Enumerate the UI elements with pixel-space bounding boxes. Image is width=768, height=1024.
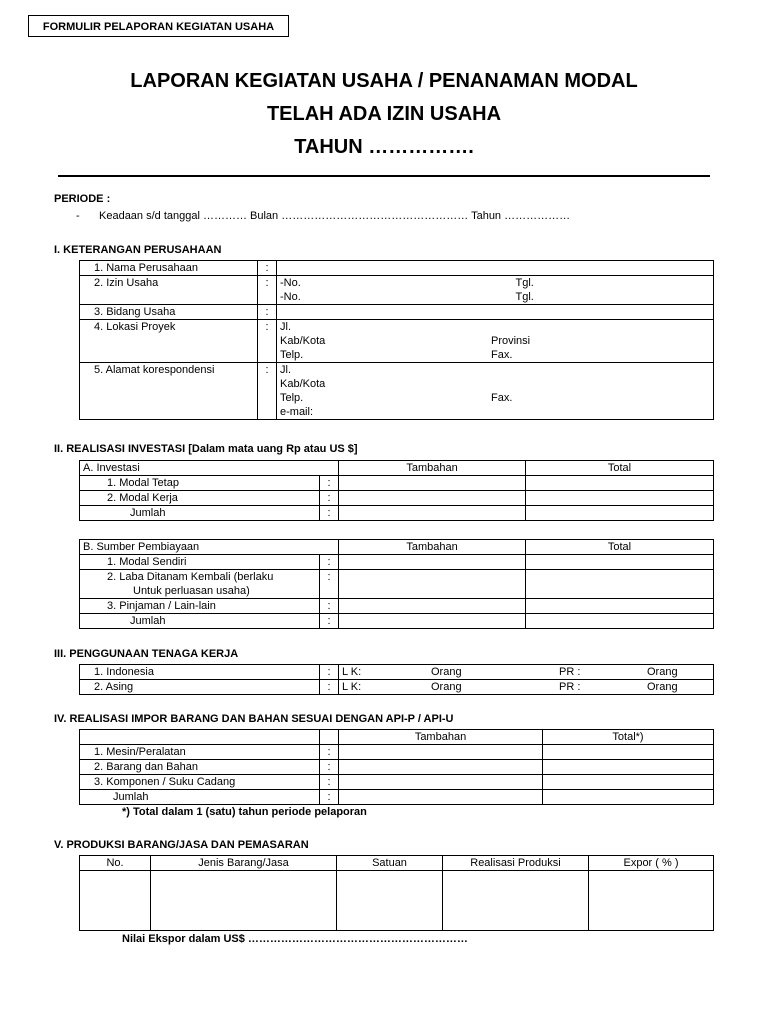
field-label: Fax. xyxy=(491,392,513,404)
title-line-2: TELAH ADA IZIN USAHA xyxy=(266,103,502,125)
value-cell[interactable] xyxy=(277,261,714,276)
colon: : xyxy=(320,491,339,506)
section4-heading: IV. REALISASI IMPOR BARANG DAN BAHAN SESUAI DENGAN API-P / API-U xyxy=(54,713,454,725)
table-row xyxy=(80,555,714,570)
field-label: Telp. xyxy=(280,349,304,361)
colon: : xyxy=(320,599,339,614)
row-label: Jumlah xyxy=(80,614,320,629)
table-row xyxy=(80,614,714,629)
col-header: Jenis Barang/Jasa xyxy=(151,856,337,871)
row-label: 4. Lokasi Proyek xyxy=(80,320,258,363)
section5-heading: V. PRODUKSI BARANG/JASA DAN PEMASARAN xyxy=(54,839,309,851)
value-cell[interactable] xyxy=(526,555,714,570)
impor-note: *) Total dalam 1 (satu) tahun periode pelaporan xyxy=(122,806,367,818)
row-label: 2. Barang dan Bahan xyxy=(80,760,320,775)
col-header: A. Investasi xyxy=(80,461,339,476)
pr-label: PR : xyxy=(559,681,581,693)
value-cell[interactable] xyxy=(277,276,714,305)
periode-dash: - xyxy=(76,210,80,222)
row-label-line: 2. Laba Ditanam Kembali (berlaku xyxy=(107,571,274,583)
row-label: Jumlah xyxy=(80,790,320,805)
value-cell[interactable] xyxy=(526,506,714,521)
value-cell[interactable] xyxy=(339,476,526,491)
value-cell[interactable] xyxy=(543,745,714,760)
colon: : xyxy=(258,261,277,276)
field-label: Jl. xyxy=(280,364,291,376)
value-cell[interactable] xyxy=(526,476,714,491)
value-cell[interactable] xyxy=(339,745,543,760)
table-row xyxy=(80,305,714,320)
col-header: No. xyxy=(80,856,151,871)
row-label-line: Untuk perluasan usaha) xyxy=(133,585,250,597)
row-label: 3. Bidang Usaha xyxy=(80,305,258,320)
table-row xyxy=(80,261,714,276)
periode-text: Keadaan s/d tanggal ………… Bulan …………………………………………… Tahun ……………… xyxy=(99,210,571,222)
colon: : xyxy=(320,476,339,491)
col-header: Satuan xyxy=(337,856,443,871)
title-line-1: LAPORAN KEGIATAN USAHA / PENANAMAN MODAL xyxy=(130,70,638,92)
row-label: 2. Izin Usaha xyxy=(80,276,258,305)
table-row xyxy=(80,790,714,805)
value-cell[interactable] xyxy=(526,570,714,599)
row-label: 1. Modal Tetap xyxy=(80,476,320,491)
field-label: Kab/Kota xyxy=(280,378,326,390)
field-label: Kab/Kota xyxy=(280,335,326,347)
table-row xyxy=(80,730,714,745)
tenaga-kerja-table xyxy=(79,664,714,695)
row-label: 1. Nama Perusahaan xyxy=(80,261,258,276)
col-header: Expor ( % ) xyxy=(589,856,714,871)
value-cell[interactable] xyxy=(339,506,526,521)
value-cell[interactable] xyxy=(589,871,714,931)
value-cell[interactable] xyxy=(339,555,526,570)
value-cell[interactable] xyxy=(339,599,526,614)
orang-label: Orang xyxy=(431,666,462,678)
field-label: Tgl. xyxy=(515,277,534,289)
field-label: -No. xyxy=(280,277,301,289)
nilai-ekspor-line: Nilai Ekspor dalam US$ …………………………………………………… xyxy=(122,933,468,945)
colon: : xyxy=(320,775,339,790)
row-label xyxy=(80,570,320,599)
table-row xyxy=(80,856,714,871)
table-row xyxy=(80,476,714,491)
colon: : xyxy=(320,680,339,695)
value-cell[interactable] xyxy=(339,491,526,506)
colon: : xyxy=(258,276,277,305)
value-cell[interactable] xyxy=(339,570,526,599)
colon: : xyxy=(320,555,339,570)
value-cell[interactable] xyxy=(543,775,714,790)
row-label: 2. Modal Kerja xyxy=(80,491,320,506)
table-row xyxy=(80,276,714,305)
section1-heading: I. KETERANGAN PERUSAHAAN xyxy=(54,244,222,256)
value-cell[interactable] xyxy=(277,363,714,420)
row-label: 3. Komponen / Suku Cadang xyxy=(80,775,320,790)
field-label: Jl. xyxy=(280,321,291,333)
col-header: Tambahan xyxy=(339,540,526,555)
field-label: Provinsi xyxy=(491,335,531,347)
value-cell[interactable] xyxy=(543,790,714,805)
table-row xyxy=(80,745,714,760)
lk-label: L K: xyxy=(342,666,362,678)
table-row xyxy=(80,540,714,555)
title-rule xyxy=(58,175,710,177)
value-cell[interactable] xyxy=(339,790,543,805)
row-label: 2. Asing xyxy=(80,680,320,695)
value-cell[interactable] xyxy=(443,871,589,931)
value-cell[interactable] xyxy=(339,775,543,790)
table-row xyxy=(80,491,714,506)
table-row xyxy=(80,871,714,931)
value-cell[interactable] xyxy=(543,760,714,775)
colon: : xyxy=(320,790,339,805)
blank-header xyxy=(80,730,320,745)
pembiayaan-table xyxy=(79,539,714,629)
value-cell[interactable] xyxy=(277,305,714,320)
investasi-table xyxy=(79,460,714,521)
pr-label: PR : xyxy=(559,666,581,678)
colon: : xyxy=(258,363,277,420)
value-cell[interactable] xyxy=(151,871,337,931)
col-header: Total xyxy=(526,461,714,476)
field-label: e-mail: xyxy=(280,406,314,418)
value-cell[interactable] xyxy=(526,614,714,629)
orang-label: Orang xyxy=(647,666,678,678)
lk-label: L K: xyxy=(342,681,362,693)
value-cell[interactable] xyxy=(337,871,443,931)
value-cell[interactable] xyxy=(339,614,526,629)
col-header: Total xyxy=(526,540,714,555)
colon: : xyxy=(258,320,277,363)
table-row xyxy=(80,680,714,695)
row-label: 1. Modal Sendiri xyxy=(80,555,320,570)
field-label: -No. xyxy=(280,291,301,303)
value-cell[interactable] xyxy=(526,599,714,614)
row-label: 1. Indonesia xyxy=(80,665,320,680)
table-row xyxy=(80,599,714,614)
periode-label: PERIODE : xyxy=(54,193,111,205)
value-cell[interactable] xyxy=(80,871,151,931)
table-row xyxy=(80,665,714,680)
orang-label: Orang xyxy=(431,681,462,693)
section2-heading: II. REALISASI INVESTASI [Dalam mata uang Rp atau US $] xyxy=(54,443,358,455)
row-label: 5. Alamat korespondensi xyxy=(80,363,258,420)
table-row xyxy=(80,760,714,775)
value-cell[interactable] xyxy=(339,680,714,695)
field-label: Telp. xyxy=(280,392,304,404)
row-label: 3. Pinjaman / Lain-lain xyxy=(80,599,320,614)
company-info-table xyxy=(79,260,714,420)
col-header: Tambahan xyxy=(339,730,543,745)
colon: : xyxy=(320,506,339,521)
value-cell[interactable] xyxy=(339,760,543,775)
table-row xyxy=(80,506,714,521)
form-tag: FORMULIR PELAPORAN KEGIATAN USAHA xyxy=(28,15,289,37)
col-header: Realisasi Produksi xyxy=(443,856,589,871)
table-row xyxy=(80,570,714,599)
colon: : xyxy=(320,745,339,760)
col-header: Tambahan xyxy=(339,461,526,476)
title-line-3: TAHUN ……………. xyxy=(294,136,474,158)
blank-header xyxy=(320,730,339,745)
colon: : xyxy=(258,305,277,320)
field-label: Tgl. xyxy=(515,291,534,303)
row-label: Jumlah xyxy=(80,506,320,521)
impor-table xyxy=(79,729,714,805)
value-cell[interactable] xyxy=(526,491,714,506)
field-label: Fax. xyxy=(491,349,513,361)
orang-label: Orang xyxy=(647,681,678,693)
value-cell[interactable] xyxy=(339,665,714,680)
section3-heading: III. PENGGUNAAN TENAGA KERJA xyxy=(54,648,239,660)
col-header: B. Sumber Pembiayaan xyxy=(80,540,339,555)
colon: : xyxy=(320,760,339,775)
table-row xyxy=(80,775,714,790)
value-cell[interactable] xyxy=(277,320,714,363)
colon: : xyxy=(320,614,339,629)
colon: : xyxy=(320,665,339,680)
table-row xyxy=(80,363,714,420)
table-row xyxy=(80,461,714,476)
col-header: Total*) xyxy=(543,730,714,745)
colon: : xyxy=(320,570,339,599)
row-label: 1. Mesin/Peralatan xyxy=(80,745,320,760)
table-row xyxy=(80,320,714,363)
produksi-table xyxy=(79,855,714,931)
